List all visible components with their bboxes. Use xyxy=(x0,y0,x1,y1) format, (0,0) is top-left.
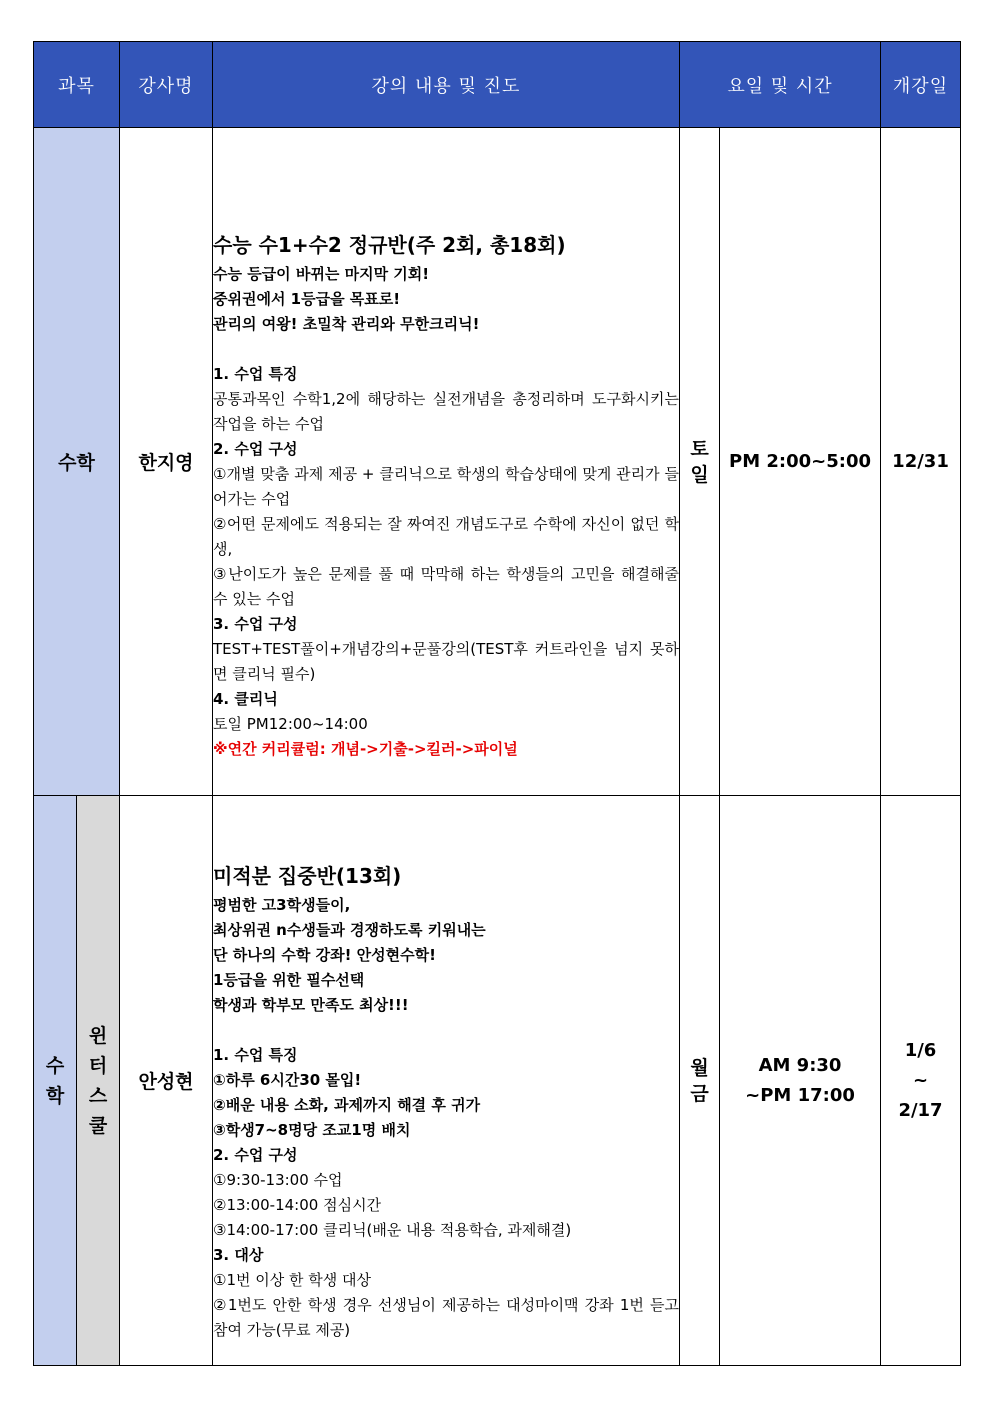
description-line: 최상위권 n수생들과 경쟁하도록 키워내는 xyxy=(213,920,486,939)
cell-line: AM 9:30 xyxy=(758,1054,842,1076)
cell-line: PM 2:00~5:00 xyxy=(729,450,871,472)
spacer-line xyxy=(213,1018,679,1043)
cell-line: 2/17 xyxy=(898,1099,943,1121)
description-line: 수능 등급이 바뀌는 마지막 기회! xyxy=(213,264,430,283)
description-line: ②배운 내용 소화, 과제까지 해결 후 귀가 xyxy=(213,1095,481,1114)
description-line: ①하루 6시간30 몰입! xyxy=(213,1070,362,1089)
header-row xyxy=(34,42,961,128)
header-schedule: 요일 및 시간 xyxy=(680,42,881,128)
day-cell xyxy=(680,128,720,796)
description-line: ②13:00-14:00 점심시간 xyxy=(213,1195,382,1214)
cell-line: ~PM 17:00 xyxy=(745,1084,855,1106)
subject-cell xyxy=(34,796,77,1366)
start-date-cell xyxy=(881,796,961,1366)
description-line: ①개별 맞춤 과제 제공 + 클리닉으로 학생의 학습상태에 맞게 관리가 들어가는 수업 xyxy=(213,464,679,508)
description-line: 평범한 고3학생들이, xyxy=(213,895,351,914)
time-cell xyxy=(720,128,881,796)
cell-line: 월 xyxy=(690,1056,709,1079)
cell-line: 수 xyxy=(45,1054,65,1077)
description-line: 공통과목인 수학1,2에 해당하는 실전개념을 총정리하며 도구화시키는 작업을 하는 수업 xyxy=(213,389,679,433)
header-start: 개강일 xyxy=(881,42,961,128)
content-cell xyxy=(213,128,680,796)
cell-line: 금 xyxy=(690,1082,709,1105)
spacer-line xyxy=(213,337,679,362)
description-line: 4. 클리닉 xyxy=(213,689,278,708)
start-date-cell xyxy=(881,128,961,796)
cell-line: ~ xyxy=(912,1069,929,1091)
description-line: ②어떤 문제에도 적용되는 잘 짜여진 개념도구로 수학에 자신이 없던 학생, xyxy=(213,514,679,558)
subcategory-cell xyxy=(77,796,120,1366)
description-line: 학생과 학부모 만족도 최상!!! xyxy=(213,995,409,1014)
cell-line: 1/6 xyxy=(904,1039,937,1061)
cell-line: 일 xyxy=(690,463,709,486)
content-cell xyxy=(213,796,680,1366)
course-title: 수능 수1+수2 정규반(주 2회, 총18회) xyxy=(213,232,566,257)
description-line: 2. 수업 구성 xyxy=(213,439,298,458)
subject-cell: 수학 xyxy=(34,128,120,796)
description-line: 3. 수업 구성 xyxy=(213,614,298,633)
description-line: 중위권에서 1등급을 목표로! xyxy=(213,289,401,308)
course-description xyxy=(213,893,679,1343)
description-line: ③학생7~8명당 조교1명 배치 xyxy=(213,1120,411,1139)
teacher-cell: 한지영 xyxy=(120,128,213,796)
cell-line: 윈 xyxy=(88,1024,108,1047)
description-line: 단 하나의 수학 강좌! 안성현수학! xyxy=(213,945,436,964)
description-line: TEST+TEST풀이+개념강의+문풀강의(TEST후 커트라인을 넘지 못하면 클리닉 필수) xyxy=(213,639,679,683)
header-content: 강의 내용 및 진도 xyxy=(213,42,680,128)
description-line: 토일 PM12:00~14:00 xyxy=(213,714,368,733)
cell-line: 12/31 xyxy=(892,450,949,472)
schedule-table xyxy=(33,41,961,1366)
description-line: ①9:30-13:00 수업 xyxy=(213,1170,343,1189)
description-line: ①1번 이상 한 학생 대상 xyxy=(213,1270,371,1289)
description-line: ②1번도 안한 학생 경우 선생님이 제공하는 대성마이맥 강좌 1번 듣고 참여 가능(무료 제공) xyxy=(213,1295,679,1339)
description-line: 1. 수업 특징 xyxy=(213,1045,298,1064)
course-row-2 xyxy=(34,796,961,1366)
description-line: ③난이도가 높은 문제를 풀 때 막막해 하는 학생들의 고민을 해결해줄 수 있는 수업 xyxy=(213,564,679,608)
description-line: 관리의 여왕! 초밀착 관리와 무한크리닉! xyxy=(213,314,480,333)
header-subject: 과목 xyxy=(34,42,120,128)
description-line: ③14:00-17:00 클리닉(배운 내용 적용학습, 과제해결) xyxy=(213,1220,572,1239)
description-line: 1등급을 위한 필수선택 xyxy=(213,970,365,989)
cell-line: 쿨 xyxy=(88,1114,108,1137)
cell-line: 스 xyxy=(88,1084,108,1107)
description-line: 1. 수업 특징 xyxy=(213,364,298,383)
header-teacher: 강사명 xyxy=(120,42,213,128)
day-cell xyxy=(680,796,720,1366)
course-description xyxy=(213,262,679,762)
cell-line: 터 xyxy=(88,1054,108,1077)
course-title: 미적분 집중반(13회) xyxy=(213,863,402,888)
cell-line: 학 xyxy=(45,1084,65,1107)
description-line: ※연간 커리큘럼: 개념->기출->킬러->파이널 xyxy=(213,739,518,758)
course-row-1 xyxy=(34,128,961,796)
teacher-cell: 안성현 xyxy=(120,796,213,1366)
cell-line: 토 xyxy=(690,437,709,460)
description-line: 3. 대상 xyxy=(213,1245,264,1264)
description-line: 2. 수업 구성 xyxy=(213,1145,298,1164)
time-cell xyxy=(720,796,881,1366)
